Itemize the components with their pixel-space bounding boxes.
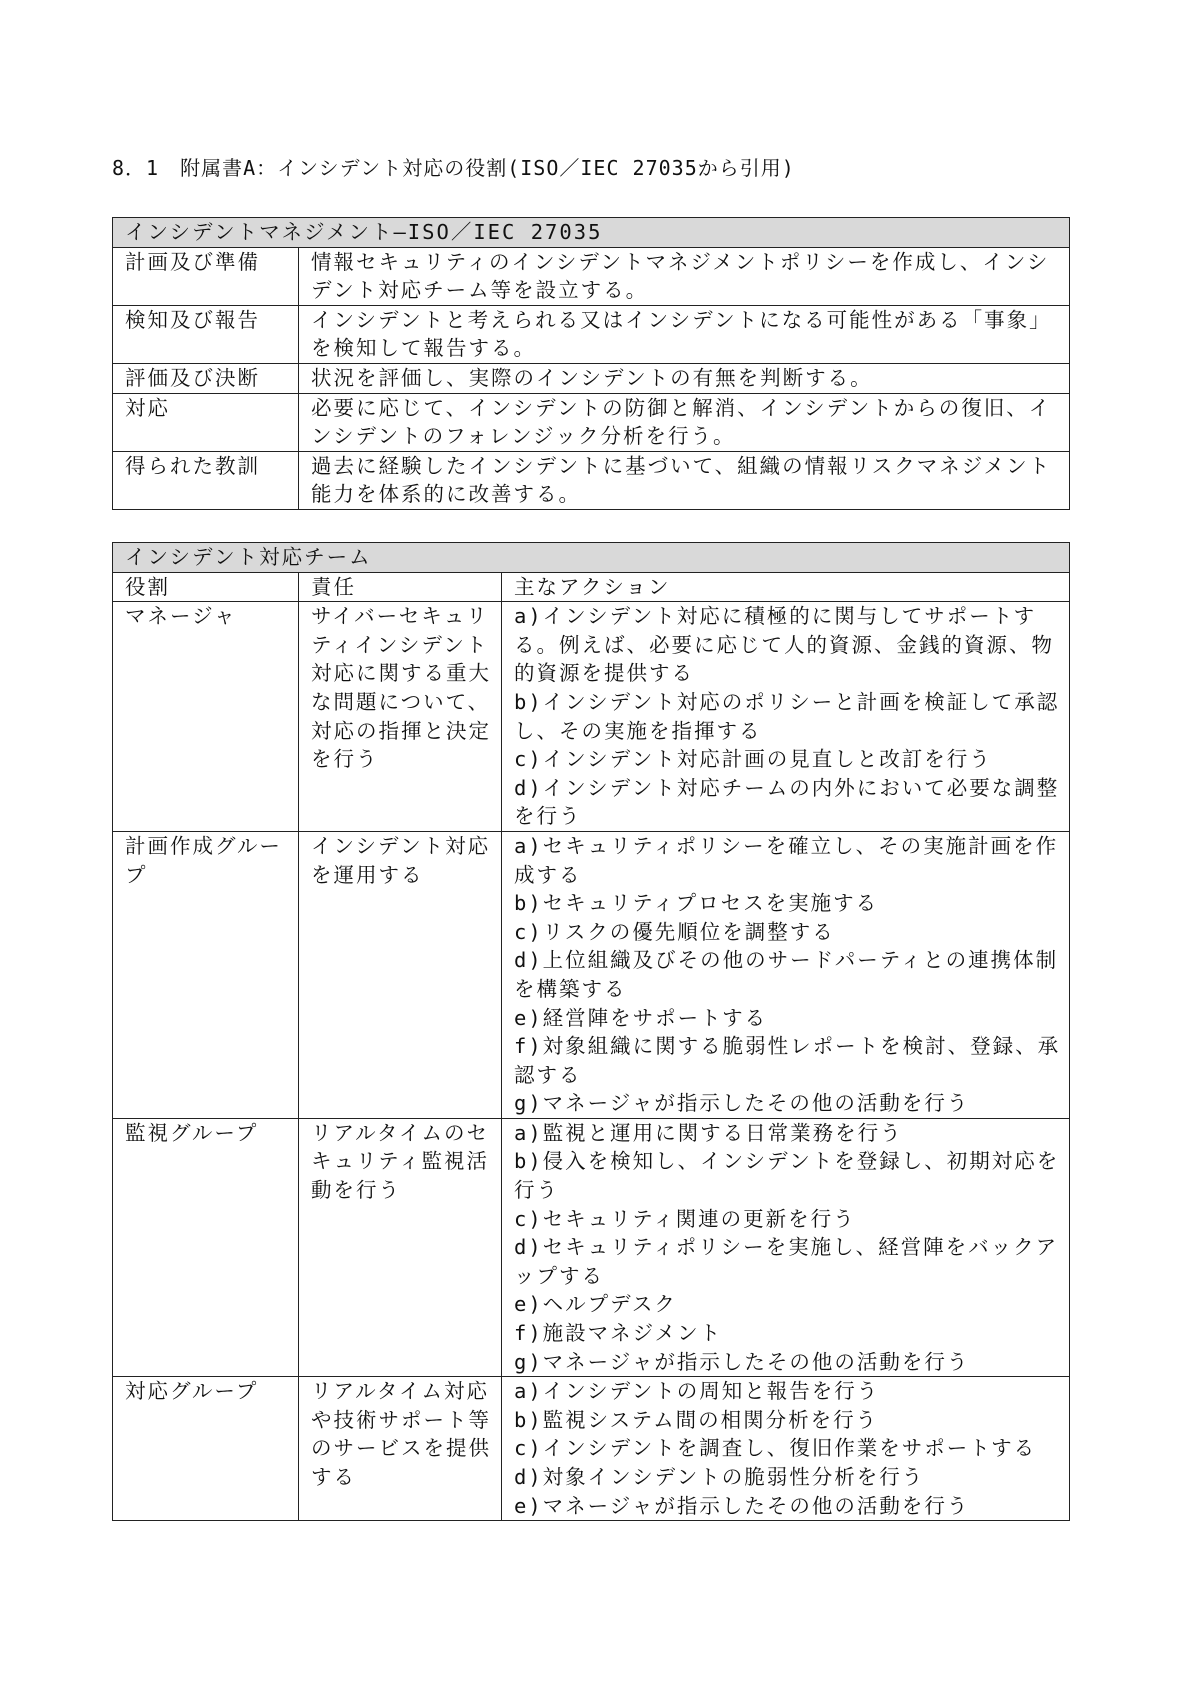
- phase-label: 得られた教訓: [113, 451, 299, 509]
- action-item: c)インシデントを調査し、復旧作業をサポートする: [514, 1436, 1037, 1461]
- action-item: f)対象組織に関する脆弱性レポートを検討、登録、承認する: [514, 1034, 1061, 1087]
- table-row: [113, 305, 1070, 363]
- action-item: e)マネージャが指示したその他の活動を行う: [514, 1493, 970, 1518]
- role-responsibility: リアルタイムのセキュリティ監視活動を行う: [299, 1118, 502, 1376]
- table-row: [113, 363, 1070, 393]
- action-item: e)経営陣をサポートする: [514, 1005, 768, 1030]
- incident-management-table: [112, 217, 1070, 510]
- action-item: a)インシデントの周知と報告を行う: [514, 1379, 880, 1404]
- role-responsibility: インシデント対応を運用する: [299, 831, 502, 1118]
- table-row: [113, 831, 1070, 1118]
- action-item: c)リスクの優先順位を調整する: [514, 919, 835, 944]
- role-responsibility: サイバーセキュリティインシデント対応に関する重大な問題について、対応の指揮と決定を行う: [299, 602, 502, 832]
- phase-description: インシデントと考えられる又はインシデントになる可能性がある「事象」を検知して報告する。: [299, 305, 1070, 363]
- role-name: 監視グループ: [113, 1118, 299, 1376]
- incident-response-team-table: [112, 542, 1070, 1521]
- action-item: d)インシデント対応チームの内外において必要な調整を行う: [514, 775, 1060, 829]
- column-header-actions: 主なアクション: [502, 572, 1070, 602]
- action-item: g)マネージャが指示したその他の活動を行う: [514, 1349, 970, 1374]
- table-title: インシデントマネジメント―ISO／IEC 27035: [113, 218, 1070, 248]
- table-row: [113, 1118, 1070, 1376]
- table-row: [113, 602, 1070, 832]
- section-heading: 8．1 附属書A：インシデント対応の役割(ISO／IEC 27035から引用): [112, 156, 795, 180]
- phase-description: 情報セキュリティのインシデントマネジメントポリシーを作成し、インシデント対応チーム等を設立する。: [299, 247, 1070, 305]
- action-item: a)監視と運用に関する日常業務を行う: [514, 1120, 903, 1145]
- table-title: インシデント対応チーム: [113, 543, 1070, 573]
- table-row: [113, 247, 1070, 305]
- role-actions: [502, 602, 1070, 832]
- action-item: d)上位組織及びその他のサードパーティとの連携体制を構築する: [514, 948, 1059, 1001]
- phase-description: 過去に経験したインシデントに基づいて、組織の情報リスクマネジメント能力を体系的に改善する。: [299, 451, 1070, 509]
- role-name: 計画作成グループ: [113, 831, 299, 1118]
- role-actions: [502, 1377, 1070, 1521]
- action-item: b)侵入を検知し、インシデントを登録し、初期対応を行う: [514, 1149, 1060, 1203]
- action-item: f)施設マネジメント: [514, 1321, 723, 1346]
- action-item: c)インシデント対応計画の見直しと改訂を行う: [514, 747, 992, 772]
- action-item: d)対象インシデントの脆弱性分析を行う: [514, 1465, 925, 1489]
- phase-label: 評価及び決断: [113, 363, 299, 393]
- action-item: c)セキュリティ関連の更新を行う: [514, 1206, 856, 1231]
- column-header-row: [113, 572, 1070, 602]
- column-header-role: 役割: [113, 572, 299, 602]
- table-row: [113, 393, 1070, 451]
- table-row: [113, 451, 1070, 509]
- action-item: b)セキュリティプロセスを実施する: [514, 891, 879, 916]
- role-name: マネージャ: [113, 602, 299, 832]
- phase-label: 検知及び報告: [113, 305, 299, 363]
- role-actions: [502, 1118, 1070, 1376]
- phase-label: 対応: [113, 393, 299, 451]
- phase-description: 状況を評価し、実際のインシデントの有無を判断する。: [299, 363, 1070, 393]
- action-item: a)セキュリティポリシーを確立し、その実施計画を作成する: [514, 833, 1059, 887]
- action-item: b)監視システム間の相関分析を行う: [514, 1407, 879, 1432]
- role-name: 対応グループ: [113, 1377, 299, 1521]
- phase-description: 必要に応じて、インシデントの防御と解消、インシデントからの復旧、インシデントのフォレンジック分析を行う。: [299, 393, 1070, 451]
- table-row: [113, 1377, 1070, 1521]
- action-item: d)セキュリティポリシーを実施し、経営陣をバックアップする: [514, 1235, 1059, 1288]
- phase-label: 計画及び準備: [113, 247, 299, 305]
- action-item: b)インシデント対応のポリシーと計画を検証して承認し、その実施を指揮する: [514, 689, 1060, 743]
- column-header-responsibility: 責任: [299, 572, 502, 602]
- action-item: e)ヘルプデスク: [514, 1292, 677, 1317]
- role-actions: [502, 831, 1070, 1118]
- role-responsibility: リアルタイム対応や技術サポート等のサービスを提供する: [299, 1377, 502, 1521]
- action-item: a)インシデント対応に積極的に関与してサポートする。例えば、必要に応じて人的資源、金銭的資源、物的資源を提供する: [514, 604, 1054, 686]
- action-item: g)マネージャが指示したその他の活動を行う: [514, 1091, 970, 1116]
